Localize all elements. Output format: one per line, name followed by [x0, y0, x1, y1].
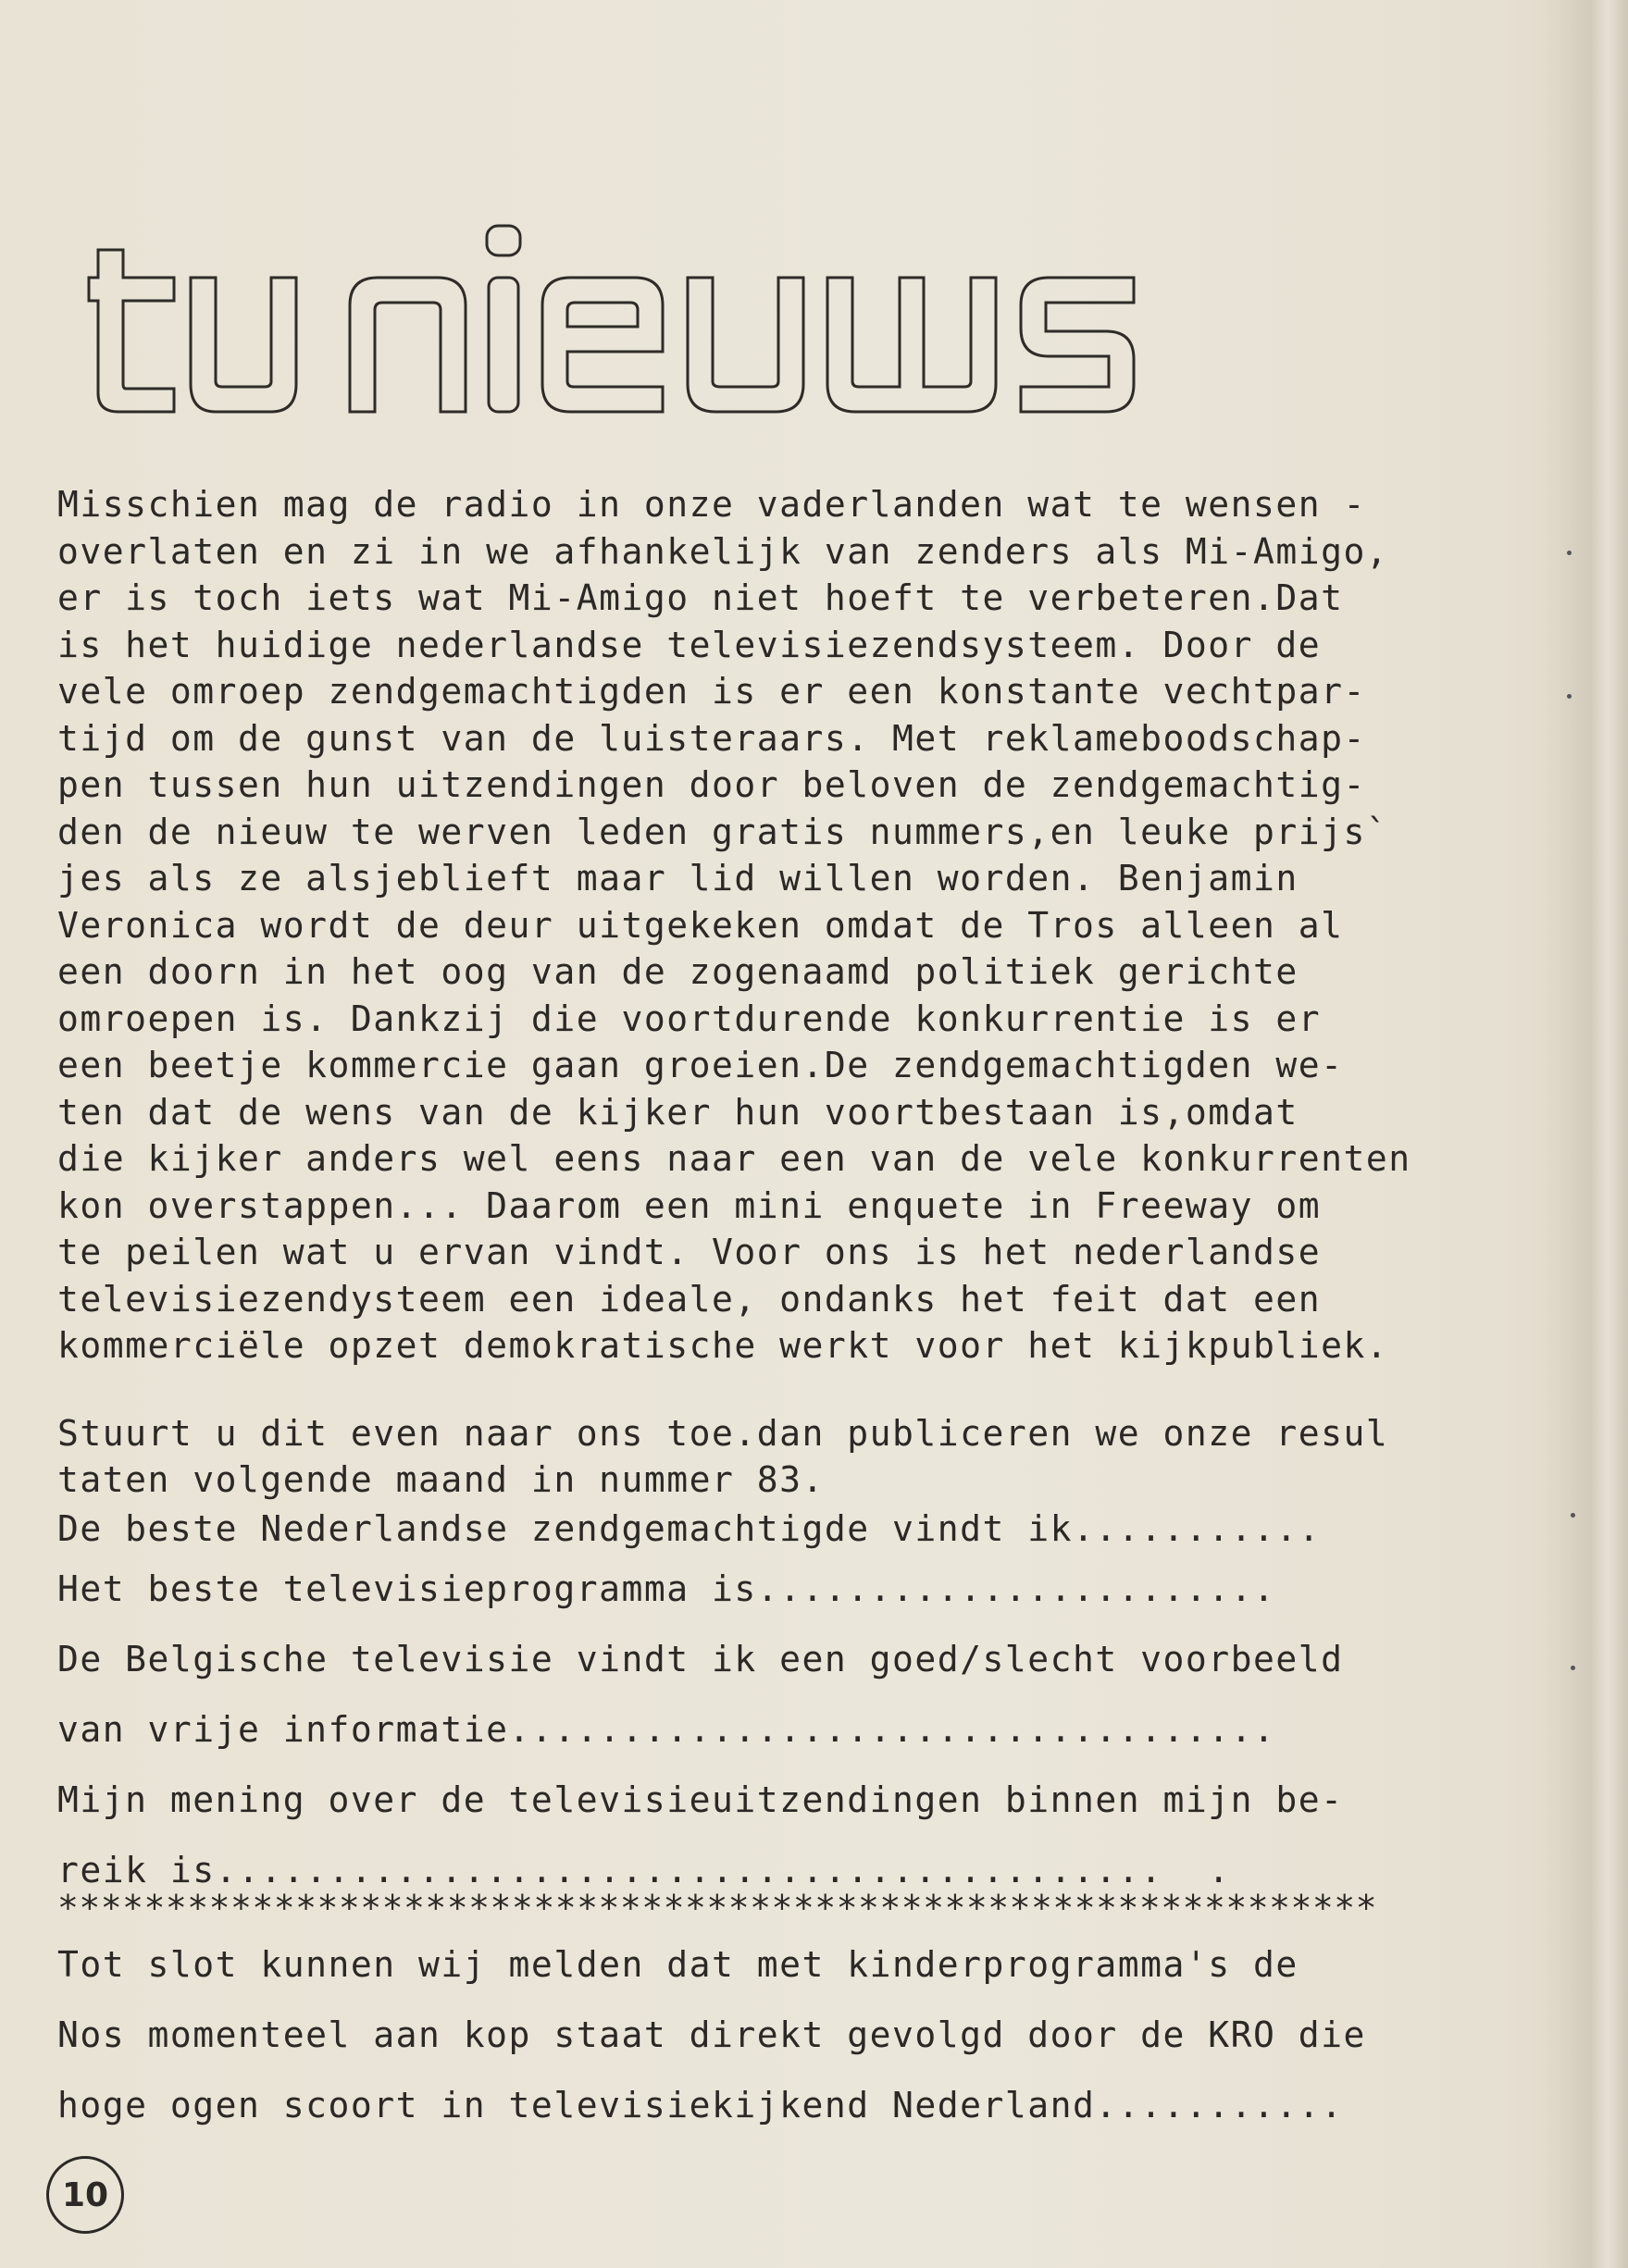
- paragraph-gap: [57, 1369, 1501, 1410]
- survey-question: Het beste televisieprogramma is.......................: [57, 1568, 1276, 1609]
- request-line: Stuurt u dit even naar ons toe.dan publiceren we onze resul: [57, 1412, 1389, 1454]
- margin-mark: [1571, 1666, 1575, 1670]
- request-line: taten volgende maand in nummer 83.: [57, 1459, 825, 1500]
- intro-line: kon overstappen... Daarom een mini enquete in Freeway om: [57, 1184, 1322, 1226]
- intro-line: een doorn in het oog van de zogenaamd politiek gerichte: [57, 951, 1299, 992]
- intro-line: vele omroep zendgemachtigden is er een konstante vechtpar-: [57, 671, 1366, 712]
- request-paragraph: [57, 1410, 1501, 1504]
- margin-mark: [1571, 1513, 1575, 1518]
- survey-question: van vrije informatie..................................: [57, 1708, 1276, 1750]
- intro-line: Veronica wordt de deur uitgekeken omdat de Tros alleen al: [57, 904, 1344, 946]
- intro-line: die kijker anders wel eens naar een van de vele konkurrenten: [57, 1138, 1411, 1179]
- intro-line: televisiezendysteem een ideale, ondanks het feit dat een: [57, 1278, 1322, 1320]
- survey-question: reik is.......................................... .: [57, 1849, 1231, 1890]
- intro-line: overlaten en zi in we afhankelijk van zenders als Mi-Amigo,: [57, 530, 1389, 572]
- survey-question: De Belgische televisie vindt ik een goed/slecht voorbeeld: [57, 1638, 1344, 1679]
- intro-line: ten dat de wens van de kijker hun voortbestaan is,omdat: [57, 1091, 1299, 1133]
- intro-line: Misschien mag de radio in onze vaderlanden wat te wensen -: [57, 484, 1366, 525]
- survey-question: Mijn mening over de televisieuitzendingen binnen mijn be-: [57, 1778, 1344, 1820]
- separator-stars: *************************************************************: [57, 1887, 1378, 1928]
- intro-line: pen tussen hun uitzendingen door beloven de zendgemachtig-: [57, 764, 1366, 805]
- intro-line: omroepen is. Dankzij die voortdurende konkurrentie is er: [57, 998, 1322, 1039]
- intro-line: jes als ze alsjeblieft maar lid willen worden. Benjamin: [57, 858, 1299, 899]
- intro-line: kommerciële opzet demokratische werkt voor het kijkpubliek.: [57, 1325, 1389, 1366]
- intro-line: den de nieuw te werven leden gratis nummers,en leuke prijs`: [57, 811, 1389, 852]
- intro-line: te peilen wat u ervan vindt. Voor ons is het nederlandse: [57, 1232, 1322, 1272]
- closing-line: hoge ogen scoort in televisiekijkend Nederland...........: [57, 2084, 1344, 2125]
- intro-line: een beetje kommercie gaan groeien.De zendgemachtigden we-: [57, 1045, 1344, 1085]
- closing-line: Tot slot kunnen wij melden dat met kinderprogramma's de: [57, 1943, 1299, 1985]
- closing-line: Nos momenteel aan kop staat direkt gevolgd door de KRO die: [57, 2014, 1366, 2055]
- spine-shadow: [1545, 0, 1628, 2268]
- intro-paragraph: [57, 481, 1501, 1369]
- margin-mark: [1567, 551, 1572, 555]
- intro-line: tijd om de gunst van de luisteraars. Met reklameboodschap-: [57, 717, 1366, 759]
- intro-line: er is toch iets wat Mi-Amigo niet hoeft te verbeteren.Dat: [57, 577, 1344, 618]
- page-number: 10: [46, 2156, 124, 2234]
- closing-paragraph: [57, 1929, 1501, 2140]
- survey-form: [57, 1504, 1501, 1905]
- intro-line: is het huidige nederlandse televisiezendsysteem. Door de: [57, 624, 1322, 665]
- margin-mark: [1567, 694, 1572, 699]
- survey-question: De beste Nederlandse zendgemachtigde vindt ik...........: [57, 1507, 1322, 1549]
- page-title: [81, 222, 1451, 416]
- article-body: [57, 481, 1501, 2140]
